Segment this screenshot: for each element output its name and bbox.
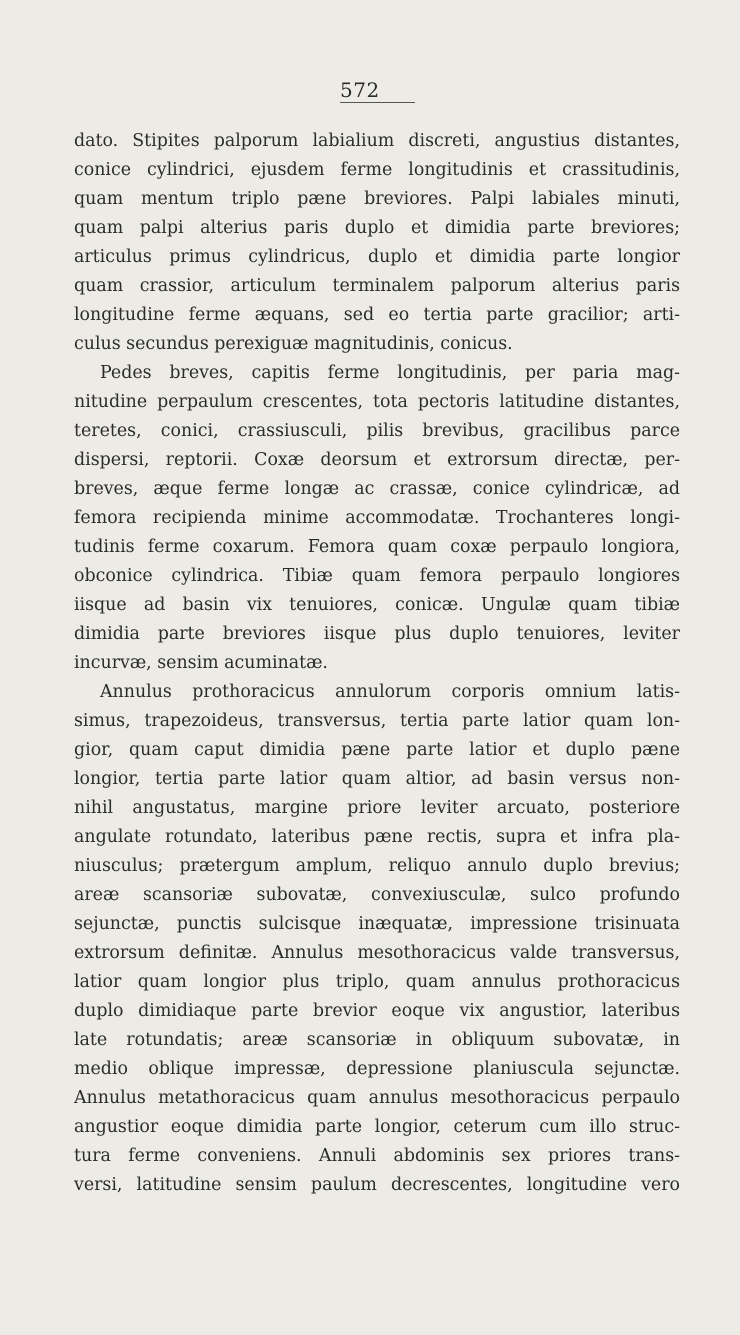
text-line: duplo dimidiaque parte brevior eoque vix angustior, lateribus <box>74 1001 680 1021</box>
text-line: simus, trapezoideus, transversus, tertia parte latior quam lon- <box>74 711 680 731</box>
text-line: medio oblique impressæ, depressione planiuscula sejunctæ. <box>74 1059 680 1079</box>
text-line: tudinis ferme coxarum. Femora quam coxæ perpaulo longiora, <box>74 537 680 557</box>
body-text <box>74 127 680 1200</box>
text-line: incurvæ, sensim acuminatæ. <box>74 653 328 673</box>
text-line: sejunctæ, punctis sulcisque inæquatæ, impressione trisinuata <box>74 914 680 934</box>
text-line: versi, latitudine sensim paulum decrescentes, longitudine vero <box>74 1175 680 1195</box>
text-line: nitudine perpaulum crescentes, tota pectoris latitudine distantes, <box>74 392 680 412</box>
text-line: teretes, conici, crassiusculi, pilis brevibus, gracilibus parce <box>74 421 680 441</box>
paragraph-start-line: Annulus prothoracicus annulorum corporis omnium latis- <box>100 682 680 702</box>
paragraph-start-line: Pedes breves, capitis ferme longitudinis, per paria mag- <box>100 363 680 383</box>
text-line: tura ferme conveniens. Annuli abdominis sex priores trans- <box>74 1146 680 1166</box>
text-line: gior, quam caput dimidia pæne parte latior et duplo pæne <box>74 740 680 760</box>
text-line: late rotundatis; areæ scansoriæ in obliquum subovatæ, in <box>74 1030 680 1050</box>
text-line: extrorsum definitæ. Annulus mesothoracicus valde transversus, <box>74 943 680 963</box>
text-line: dimidia parte breviores iisque plus duplo tenuiores, leviter <box>74 624 680 644</box>
text-line: quam crassior, articulum terminalem palporum alterius paris <box>74 276 680 296</box>
text-line: quam palpi alterius paris duplo et dimidia parte breviores; <box>74 218 680 238</box>
text-line: breves, æque ferme longæ ac crassæ, conice cylindricæ, ad <box>74 479 680 499</box>
text-line: obconice cylindrica. Tibiæ quam femora perpaulo longiores <box>74 566 680 586</box>
text-line: nihil angustatus, margine priore leviter arcuato, posteriore <box>74 798 680 818</box>
text-line: conice cylindrici, ejusdem ferme longitudinis et crassitudinis, <box>74 160 680 180</box>
page-number-rule <box>340 102 415 103</box>
page-number: 572 <box>340 78 380 102</box>
text-line: niusculus; prætergum amplum, reliquo annulo duplo brevius; <box>74 856 680 876</box>
text-line: iisque ad basin vix tenuiores, conicæ. Ungulæ quam tibiæ <box>74 595 680 615</box>
text-line: angulate rotundato, lateribus pæne rectis, supra et infra pla- <box>74 827 680 847</box>
text-line: longitudine ferme æquans, sed eo tertia parte gracilior; arti- <box>74 305 680 325</box>
text-line: angustior eoque dimidia parte longior, ceterum cum illo struc- <box>74 1117 680 1137</box>
text-line: dispersi, reptorii. Coxæ deorsum et extrorsum directæ, per- <box>74 450 680 470</box>
text-line: femora recipienda minime accommodatæ. Trochanteres longi- <box>74 508 680 528</box>
text-line: articulus primus cylindricus, duplo et dimidia parte longior <box>74 247 680 267</box>
text-line: quam mentum triplo pæne breviores. Palpi labiales minuti, <box>74 189 680 209</box>
text-line: latior quam longior plus triplo, quam annulus prothoracicus <box>74 972 680 992</box>
text-line: longior, tertia parte latior quam altior, ad basin versus non- <box>74 769 680 789</box>
text-line: culus secundus perexiguæ magnitudinis, conicus. <box>74 334 513 354</box>
text-line: areæ scansoriæ subovatæ, convexiusculæ, sulco profundo <box>74 885 680 905</box>
text-line: Annulus metathoracicus quam annulus mesothoracicus perpaulo <box>74 1088 680 1108</box>
text-line: dato. Stipites palporum labialium discreti, angustius distantes, <box>74 131 680 151</box>
